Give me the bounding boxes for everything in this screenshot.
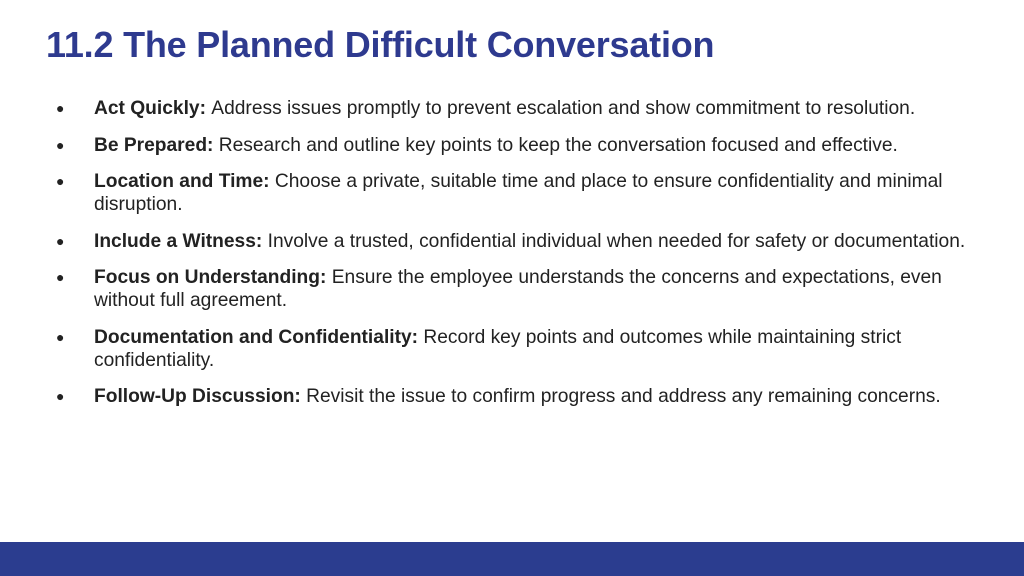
bullet-dot-icon: ● bbox=[56, 136, 65, 153]
bullet-term: Act Quickly: bbox=[94, 98, 212, 119]
bullet-item bbox=[56, 97, 976, 120]
footer-bar bbox=[0, 542, 1024, 576]
bullet-dot-icon: ● bbox=[56, 328, 65, 345]
bullet-term: Follow-Up Discussion: bbox=[94, 386, 307, 407]
bullet-item bbox=[56, 385, 976, 408]
bullet-text: Address issues promptly to prevent escalation and show commitment to resolution. bbox=[211, 98, 916, 119]
bullet-text: Revisit the issue to confirm progress and address any remaining concerns. bbox=[306, 386, 941, 407]
bullet-text: Record key points and outcomes while maintaining strict confidentiality. bbox=[94, 326, 902, 371]
bullet-dot-icon: ● bbox=[56, 232, 65, 249]
bullet-item bbox=[56, 170, 976, 216]
bullet-text: Involve a trusted, confidential individual when needed for safety or documentation. bbox=[267, 230, 966, 252]
slide-title: 11.2 The Planned Difficult Conversation bbox=[46, 24, 715, 65]
bullet-list bbox=[56, 97, 976, 422]
bullet-item bbox=[56, 134, 976, 157]
bullet-dot-icon: ● bbox=[56, 100, 65, 116]
bullet-term: Include a Witness: bbox=[94, 230, 268, 252]
bullet-text: Ensure the employee understands the concerns and expectations, even without full agreement. bbox=[94, 267, 942, 311]
bullet-term: Documentation and Confidentiality: bbox=[94, 326, 424, 348]
bullet-text: Choose a private, suitable time and place to ensure confidentiality and minimal disruption. bbox=[94, 171, 943, 215]
bullet-text: Research and outline key points to keep the conversation focused and effective. bbox=[218, 134, 898, 156]
bullet-term: Focus on Understanding: bbox=[94, 267, 332, 288]
bullet-term: Be Prepared: bbox=[94, 134, 219, 156]
bullet-item bbox=[56, 266, 976, 312]
bullet-dot-icon: ● bbox=[56, 269, 65, 285]
bullet-dot-icon: ● bbox=[56, 173, 65, 189]
bullet-dot-icon: ● bbox=[56, 388, 65, 404]
bullet-item bbox=[56, 230, 976, 253]
bullet-term: Location and Time: bbox=[94, 171, 275, 192]
bullet-item bbox=[56, 326, 976, 372]
